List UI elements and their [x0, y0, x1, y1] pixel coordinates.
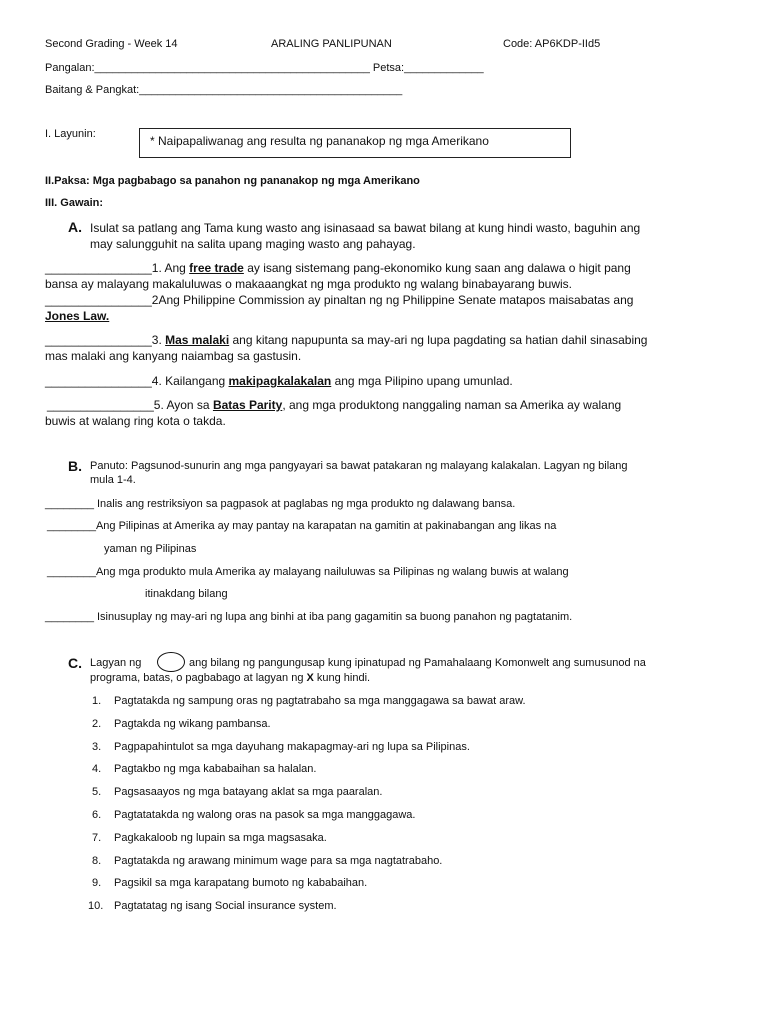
- section-b-instruction: Panuto: Pagsunod-sunurin ang mga pangyayari sa bawat patakaran ng malayang kalakalan. Lagyan ng bilang: [90, 460, 628, 472]
- list-item: Pagtatakda ng arawang minimum wage para sa mga nagtatrabaho.: [114, 855, 443, 867]
- section-a-letter: A.: [68, 219, 82, 235]
- section-c-letter: C.: [68, 655, 82, 671]
- topic: II.Paksa: Mga pagbabago sa panahon ng pananakop ng mga Amerikano: [45, 175, 420, 187]
- section-b-item-1: ________ Inalis ang restriksiyon sa pagpasok at paglabas ng mga produkto ng dalawang bansa.: [45, 498, 516, 510]
- grading-period: Second Grading - Week 14: [45, 38, 178, 50]
- list-item: Pagtatakda ng sampung oras ng pagtatrabaho sa mga manggagawa sa bawat araw.: [114, 695, 526, 707]
- subject-title: ARALING PANLIPUNAN: [271, 38, 392, 50]
- circle-icon: [157, 652, 185, 672]
- section-b-item-3-cont: itinakdang bilang: [145, 588, 228, 600]
- section-a-instruction: Isulat sa patlang ang Tama kung wasto ang isinasaad sa bawat bilang at kung hindi wasto, baguhin ang: [90, 221, 641, 235]
- section-a-item-5: [47, 398, 621, 412]
- section-a-instruction-cont: may salungguhit na salita upang maging wasto ang pahayag.: [90, 237, 416, 251]
- section-a-item-3: [45, 333, 647, 347]
- section-c-instruction: ang bilang ng pangungusap kung ipinatupad ng Pamahalaang Komonwelt ang sumusunod na: [189, 657, 646, 669]
- section-a-item-3-cont: mas malaki ang kanyang naiambag sa gastusin.: [45, 349, 302, 363]
- instr-2-tail: kung hindi.: [313, 672, 371, 684]
- name-date-line: Pangalan:_____________________________________________ Petsa:_____________: [45, 62, 484, 74]
- instr-2-text: programa, batas, o pagbabago at lagyan ng: [90, 672, 307, 684]
- item-3-text: ang kitang napupunta sa may-ari ng lupa pagdating sa hatian dahil sinasabing: [229, 333, 648, 347]
- list-item: Pagkakaloob ng lupain sa mga magsasaka.: [114, 832, 327, 844]
- list-item-number: 7.: [92, 832, 102, 844]
- item-4-blank: ________________4. Kailangang: [45, 374, 229, 388]
- section-b-item-3: ________Ang mga produkto mula Amerika ay malayang nailuluwas sa Pilipinas ng walang buwis at walang: [47, 566, 569, 578]
- section-a-item-1: [45, 261, 631, 275]
- item-1-underlined: free trade: [189, 261, 244, 275]
- list-item: Pagsikil sa mga karapatang bumoto ng kababaihan.: [114, 877, 368, 889]
- list-item-number: 4.: [92, 763, 102, 775]
- section-b-item-2-cont: yaman ng Pilipinas: [104, 543, 197, 555]
- list-item: Pagsasaayos ng mga batayang aklat sa mga paaralan.: [114, 786, 383, 798]
- list-item: Pagtakda ng wikang pambansa.: [114, 718, 271, 730]
- section-c-instruction-lead: Lagyan ng: [90, 657, 142, 669]
- section-b-letter: B.: [68, 458, 82, 474]
- section-b-instruction-cont: mula 1-4.: [90, 474, 136, 486]
- list-item-number: 9.: [92, 877, 102, 889]
- list-item-number: 2.: [92, 718, 102, 730]
- grade-section-line: Baitang & Pangkat:___________________________________________: [45, 84, 403, 96]
- section-c-instruction-cont: [90, 672, 370, 684]
- list-item-number: 1.: [92, 695, 102, 707]
- item-1-text: ay isang sistemang pang-ekonomiko kung saan ang dalawa o higit pang: [243, 261, 631, 275]
- objective-text: * Naipapaliwanag ang resulta ng pananakop ng mga Amerikano: [150, 134, 489, 148]
- activities-label: III. Gawain:: [45, 197, 104, 209]
- section-a-item-2-underlined: Jones Law.: [45, 309, 110, 323]
- list-item: Pagpapahintulot sa mga dayuhang makapagmay-ari ng lupa sa Pilipinas.: [114, 741, 470, 753]
- item-3-underlined: Mas malaki: [165, 333, 230, 347]
- section-b-item-4: ________ Isinusuplay ng may-ari ng lupa ang binhi at iba pang gagamitin sa buong panahon ng pagtatanim.: [45, 611, 573, 623]
- list-item-number: 8.: [92, 855, 102, 867]
- item-3-blank: ________________3.: [45, 333, 166, 347]
- section-b-item-2: ________Ang Pilipinas at Amerika ay may pantay na karapatan na gamitin at pakinabangan ang likas na: [47, 520, 557, 532]
- item-4-text: ang mga Pilipino upang umunlad.: [331, 374, 513, 388]
- item-4-underlined: makipagkalakalan: [228, 374, 332, 388]
- competency-code: Code: AP6KDP-IId5: [503, 38, 601, 50]
- section-a-item-5-cont: buwis at walang ring kota o takda.: [45, 414, 226, 428]
- list-item-number: 6.: [92, 809, 102, 821]
- objective-label: I. Layunin:: [45, 128, 96, 140]
- item-5-blank: ________________5. Ayon sa: [47, 398, 213, 412]
- list-item: Pagtatatakda ng walong oras na pasok sa mga manggagawa.: [114, 809, 416, 821]
- list-item-number: 10.: [88, 900, 104, 912]
- x-mark: X: [306, 672, 314, 684]
- item-5-text: , ang mga produktong nanggaling naman sa Amerika ay walang: [282, 398, 622, 412]
- item-5-underlined: Batas Parity: [212, 398, 283, 412]
- item-1-blank: ________________1. Ang: [45, 261, 190, 275]
- section-a-item-4: [45, 374, 513, 388]
- list-item-number: 5.: [92, 786, 102, 798]
- list-item: Pagtakbo ng mga kababaihan sa halalan.: [114, 763, 317, 775]
- section-a-item-2: ________________2Ang Philippine Commission ay pinaltan ng ng Philippine Senate matapos maisabatas ang: [45, 293, 634, 307]
- list-item: Pagtatatag ng isang Social insurance system.: [114, 900, 337, 912]
- section-a-item-1-cont: bansa ay malayang makaluluwas o makaaangkat ng mga produkto ng walang binabayarang buwis.: [45, 277, 572, 291]
- list-item-number: 3.: [92, 741, 102, 753]
